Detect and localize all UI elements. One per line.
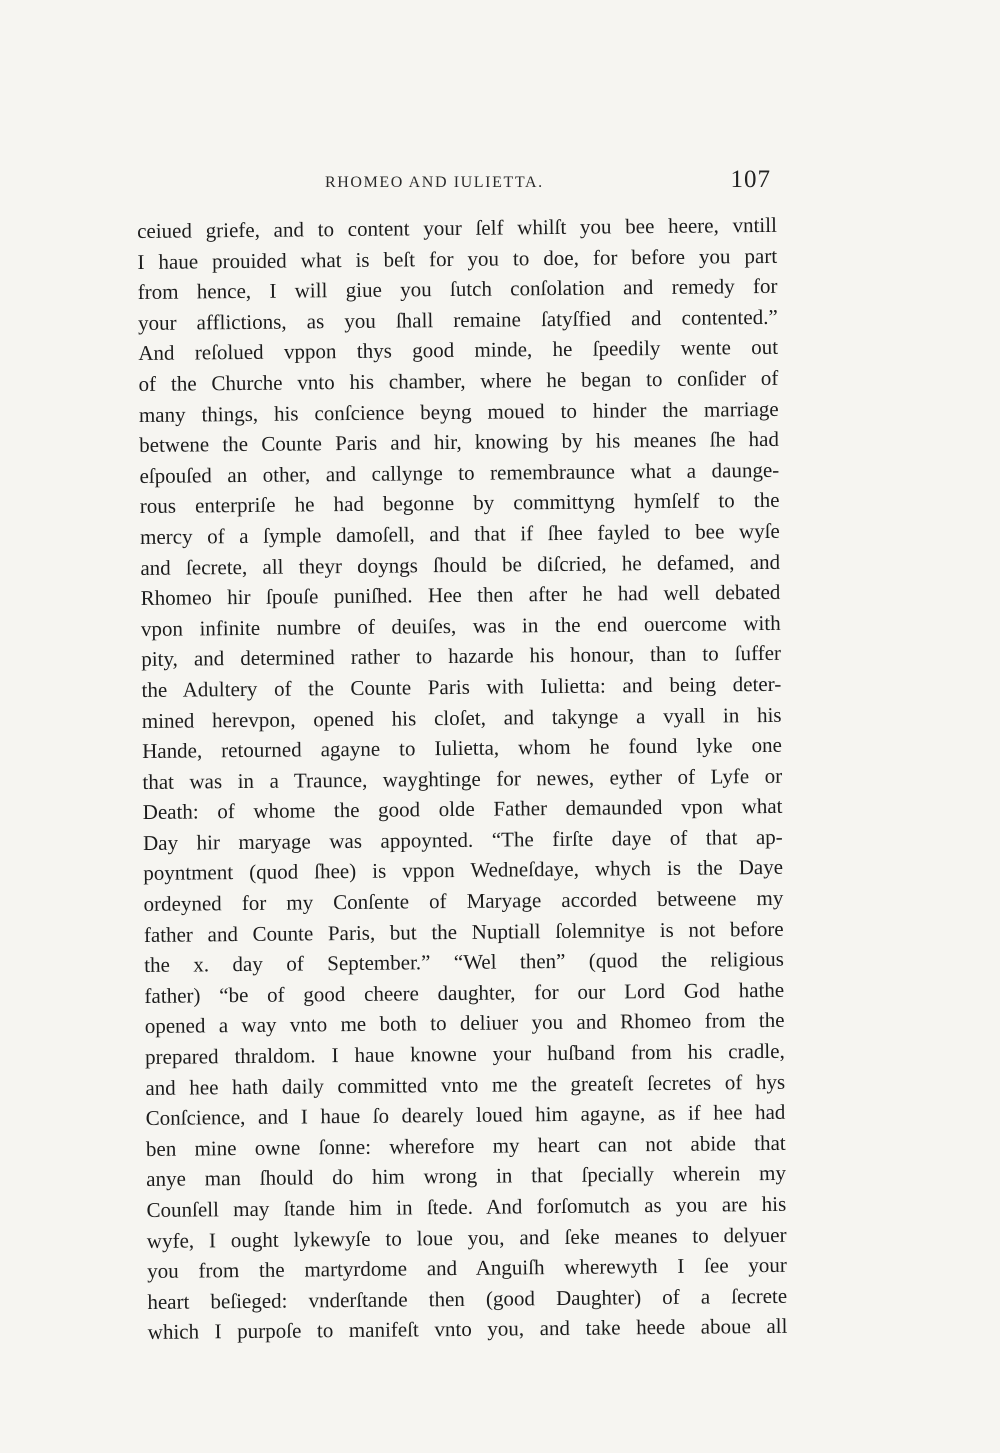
body-text — [137, 210, 808, 1348]
text-line: father and Counte Paris, but the Nuptiall ſolemnitye is not before — [143, 916, 784, 947]
text-line: Conſcience, and I haue ſo dearely loued him agayne, as if hee had — [145, 1100, 786, 1131]
text-line: the x. day of September.” “Wel then” (quod the religious — [144, 947, 785, 978]
text-line: poyntment (quod ſhee) is vppon Wedneſdaye, whych is the Daye — [143, 855, 784, 886]
running-head: RHOMEO AND IULIETTA. — [325, 174, 544, 191]
text-line: that was in a Traunce, wayghtinge for newes, eyther of Lyfe or — [142, 763, 783, 794]
text-line: heart beſieged: vnderſtande then (good Daughter) of a ſecrete — [147, 1283, 788, 1314]
text-line: father) “be of good cheere daughter, for our Lord God hathe — [144, 977, 785, 1008]
text-line: and ſecrete, all theyr doyngs ſhould be diſcried, he defamed, and — [140, 549, 781, 580]
page-header — [137, 166, 771, 200]
text-line: opened a way vnto me both to deliuer you and Rhomeo from the — [144, 1008, 785, 1039]
text-line: Day hir maryage was appoynted. “The firſte daye of that ap- — [142, 824, 783, 855]
text-line: wyfe, I ought lykewyſe to loue you, and ſeke meanes to delyuer — [146, 1222, 787, 1253]
text-line: rous enterpriſe he had begonne by committyng hymſelf to the — [139, 488, 780, 519]
text-line: the Adultery of the Counte Paris with Iulietta: and being deter- — [141, 671, 782, 702]
text-line: you from the martyrdome and Anguiſh wherewyth I ſee your — [147, 1252, 787, 1284]
text-line: betwene the Counte Paris and hir, knowing by his meanes ſhe had — [139, 427, 780, 458]
text-line: Rhomeo hir ſpouſe puniſhed. Hee then after he had well debated — [140, 579, 781, 611]
text-line: many things, his conſcience beyng moued to hinder the marriage — [138, 396, 779, 427]
text-line: mined herevpon, opened his cloſet, and takynge a vyall in his — [141, 702, 782, 733]
text-line: your afflictions, as you ſhall remaine ſatyſfied and contented.” — [137, 304, 778, 335]
text-line: ordeyned for my Conſente of Maryage accorded betweene my — [143, 885, 784, 917]
text-line: ceiued griefe, and to content your ſelf whilſt you bee heere, vntill — [137, 212, 777, 243]
text-line: prepared thraldom. I haue knowne your huſband from his cradle, — [144, 1038, 785, 1069]
text-line: I haue prouided what is beſt for you to doe, for before you part — [137, 243, 778, 274]
text-line: anye man ſhould do him wrong in that ſpecially wherein my — [146, 1161, 787, 1192]
text-line: ben mine owne ſonne: wherefore my heart can not abide that — [145, 1130, 786, 1161]
text-line: Counſell may ſtande him in ſtede. And forſomutch as you are his — [146, 1191, 787, 1222]
text-line: from hence, I will giue you ſutch conſolation and remedy for — [137, 274, 778, 305]
text-line: eſpouſed an other, and callynge to remembraunce what a daunge- — [139, 457, 780, 488]
text-line: which I purpoſe to manifeſt vnto you, and take heede aboue all — [147, 1314, 788, 1345]
text-line: mercy of a ſymple damoſell, and that if ſhee fayled to bee wyſe — [139, 518, 780, 549]
text-line: of the Churche vnto his chamber, where he began to conſider of — [138, 365, 779, 396]
page-number: 107 — [730, 166, 771, 193]
text-line: and hee hath daily committed vnto me the greateſt ſecretes of hys — [145, 1069, 786, 1100]
text-line: Hande, retourned agayne to Iulietta, whom he found lyke one — [142, 732, 782, 764]
text-line: Death: of whome the good olde Father demaunded vpon what — [142, 794, 783, 825]
text-line: And reſolued vppon thys good minde, he ſpeedily wente out — [138, 335, 779, 366]
text-line: pity, and determined rather to hazarde his honour, than to ſuffer — [141, 641, 782, 672]
text-line: vpon infinite numbre of deuiſes, was in the end ouercome with — [140, 610, 781, 641]
